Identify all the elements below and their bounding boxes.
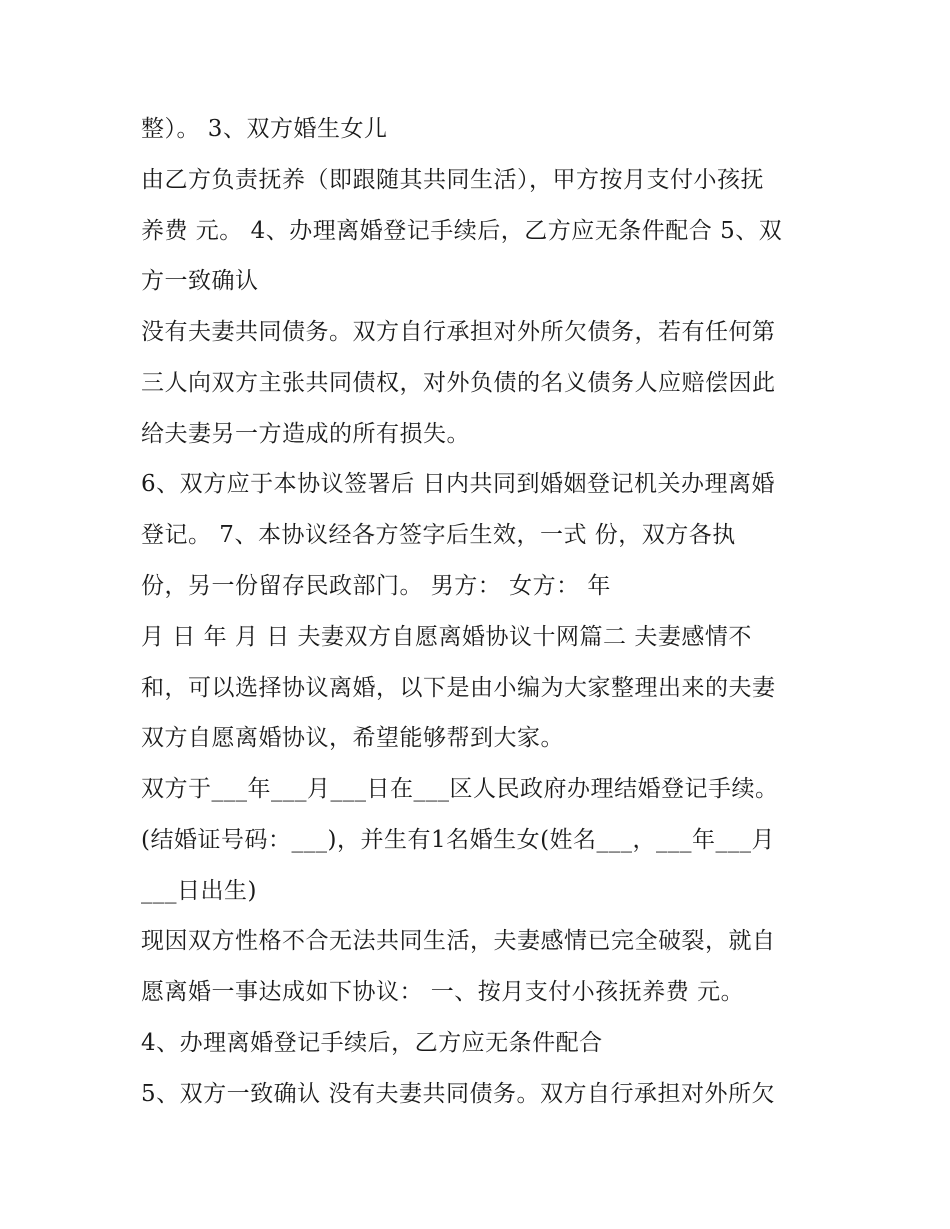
- text-line: 养费 元。 4、办理离婚登记手续后，乙方应无条件配合 5、双: [141, 218, 783, 244]
- text-line: 6、双方应于本协议签署后 日内共同到婚姻登记机关办理离婚: [141, 471, 775, 497]
- text-line: 三人向双方主张共同债权，对外负债的名义债务人应赔偿因此: [141, 370, 776, 396]
- text-line: 登记。 7、本协议经各方签字后生效，一式 份，双方各执: [141, 522, 736, 548]
- text-line: 方一致确认: [141, 268, 259, 294]
- text-line: 4、办理离婚登记手续后，乙方应无条件配合: [141, 1030, 603, 1056]
- text-line: 整）。 3、双方婚生女儿: [141, 116, 388, 142]
- text-line: 和，可以选择协议离婚，以下是由小编为大家整理出来的夫妻: [141, 675, 776, 701]
- text-line: (结婚证号码：___)，并生有1名婚生女(姓名___，___年___月: [141, 827, 776, 853]
- text-line: 份，另一份留存民政部门。 男方： 女方： 年: [141, 573, 611, 599]
- text-line: 愿离婚一事达成如下协议： 一、按月支付小孩抚养费 元。: [141, 979, 745, 1005]
- text-line: 双方于___年___月___日在___区人民政府办理结婚登记手续。: [141, 776, 779, 802]
- text-line: 没有夫妻共同债务。双方自行承担对外所欠债务，若有任何第: [141, 319, 776, 345]
- text-line: 双方自愿离婚协议，希望能够帮到大家。: [141, 725, 564, 751]
- text-line: ___日出生): [141, 878, 257, 904]
- text-line: 月 日 年 月 日 夫妻双方自愿离婚协议十网篇二 夫妻感情不: [141, 624, 752, 650]
- text-line: 5、双方一致确认 没有夫妻共同债务。双方自行承担对外所欠: [141, 1081, 775, 1107]
- text-line: 现因双方性格不合无法共同生活，夫妻感情已完全破裂，就自: [141, 928, 776, 954]
- text-line: 由乙方负责抚养（即跟随其共同生活），甲方按月支付小孩抚: [141, 167, 764, 193]
- text-line: 给夫妻另一方造成的所有损失。: [141, 421, 470, 447]
